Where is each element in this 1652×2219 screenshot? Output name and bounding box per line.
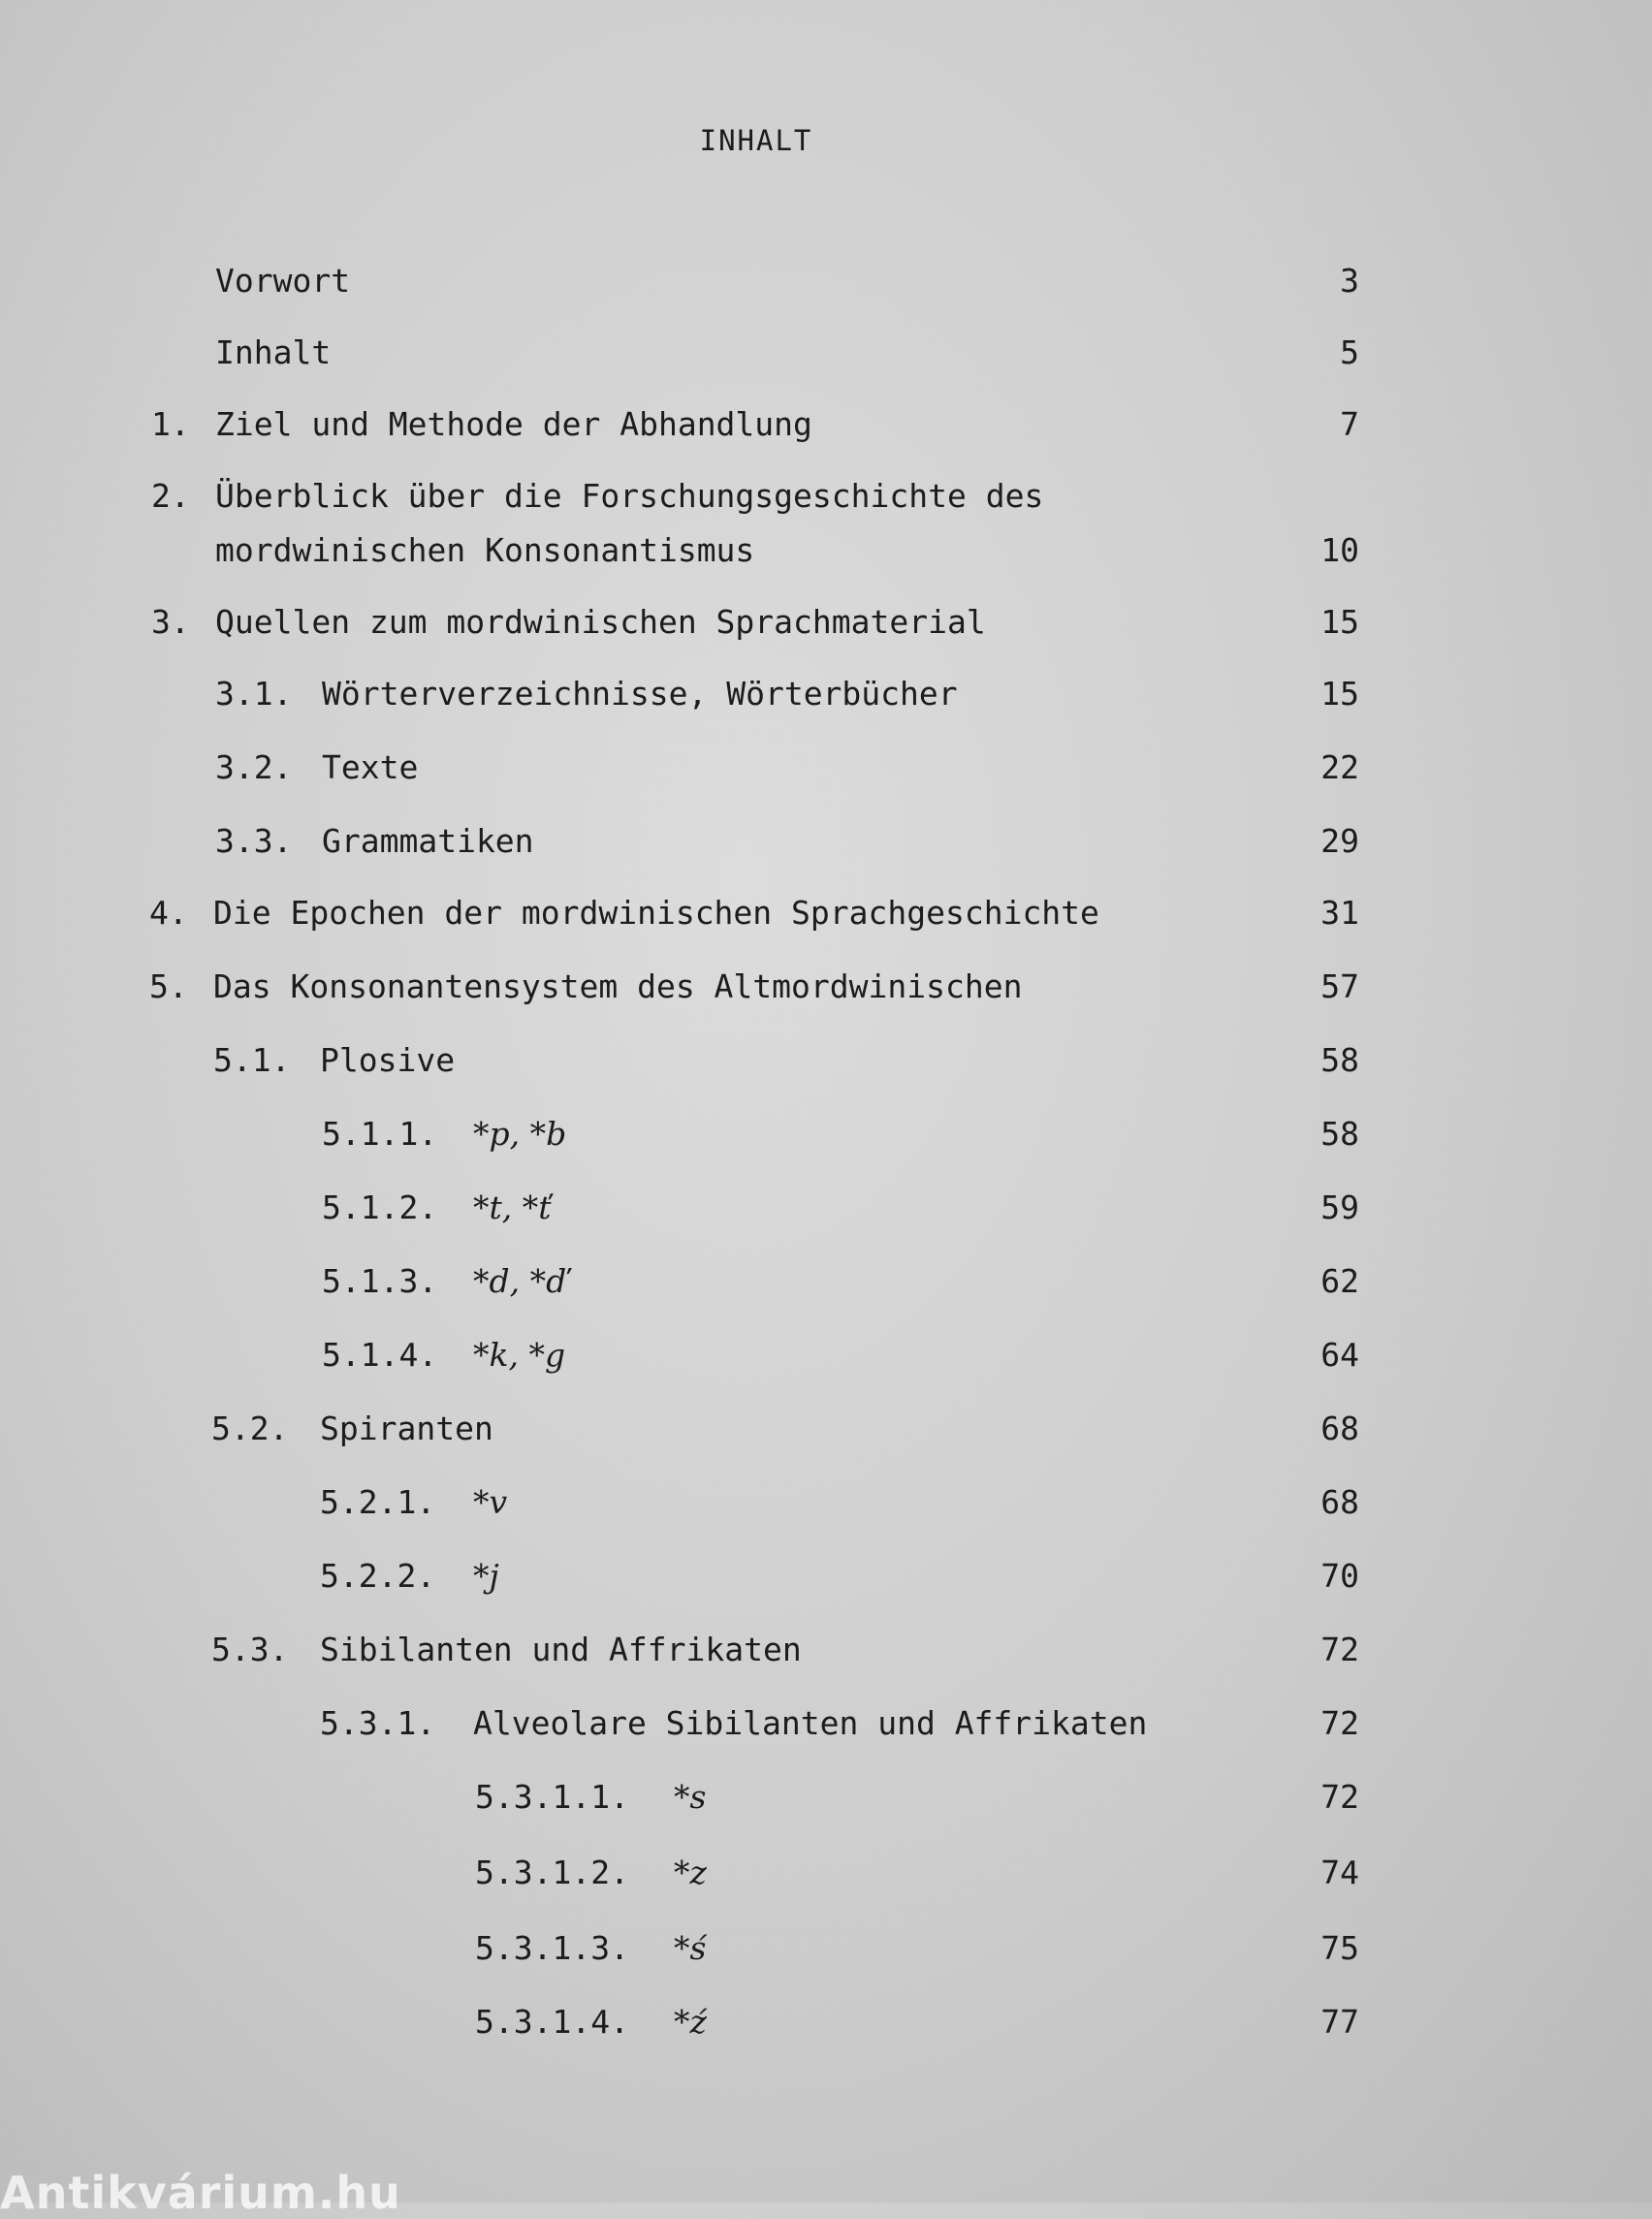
toc-entry-page: 10 [1320,531,1359,569]
toc-entry-text: Spiranten [320,1410,493,1447]
toc-entry [0,748,1652,807]
toc-entry [0,2003,1652,2061]
toc-entry-text: *ś [674,1929,707,1967]
toc-entry-number: 5.3.1.3. [475,1929,629,1967]
toc-entry [0,1778,1652,1836]
toc-entry-number: 5.2.1. [320,1483,436,1521]
toc-entry-page: 58 [1320,1115,1359,1153]
toc-entry-text-continued: mordwinischen Konsonantismus [215,531,755,569]
toc-entry-number: 5.3. [211,1631,289,1668]
toc-entry-page: 72 [1320,1704,1359,1742]
toc-entry-number: 5.1. [213,1041,291,1079]
toc-entry-number: 5.1.1. [322,1115,438,1153]
toc-entry-text: *t, *ť [473,1189,552,1226]
toc-entry-text: Die Epochen der mordwinischen Sprachgeschichte [213,894,1099,932]
toc-entry-text: Wörterverzeichnisse, Wörterbücher [322,675,958,713]
toc-entry-page: 3 [1340,262,1359,300]
toc-entry-page: 64 [1320,1336,1359,1374]
toc-entry-page: 15 [1320,603,1359,641]
toc-entry-text: Inhalt [215,333,332,371]
toc-entry [0,1631,1652,1689]
toc-entry-page: 70 [1320,1557,1359,1595]
toc-entry [0,405,1652,463]
toc-entry-text: Überblick über die Forschungsgeschichte des [215,477,1044,515]
toc-entry-text: *k, *g [473,1336,566,1374]
toc-entry-page: 5 [1340,333,1359,371]
toc-entry-number: 5.1.3. [322,1262,438,1300]
toc-entry [0,967,1652,1026]
toc-entry [0,477,1652,584]
toc-entry [0,894,1652,952]
toc-entry-text: *ź [674,2003,707,2041]
toc-entry-number: 5. [149,967,188,1005]
toc-entry [0,1262,1652,1320]
toc-entry-text: Grammatiken [322,822,534,860]
toc-entry [0,1854,1652,1912]
toc-entry-page: 62 [1320,1262,1359,1300]
toc-entry-page: 68 [1320,1410,1359,1447]
toc-entry [0,675,1652,733]
toc-entry-text: Texte [322,748,419,786]
toc-entry-page: 7 [1340,405,1359,443]
toc-entry-number: 2. [151,477,190,515]
toc-entry [0,333,1652,392]
toc-entry-number: 5.3.1.1. [475,1778,629,1816]
toc-entry-number: 5.2. [211,1410,289,1447]
toc-entry-page: 29 [1320,822,1359,860]
toc-entry-text: *z [674,1854,707,1891]
toc-entry-number: 3.2. [215,748,293,786]
toc-entry-text: *p, *b [473,1115,567,1153]
toc-entry-text: *d, *ď [473,1262,567,1300]
toc-entry-page: 77 [1320,2003,1359,2041]
toc-entry-text: Vorwort [215,262,351,300]
toc-entry-text: Sibilanten und Affrikaten [320,1631,802,1668]
toc-entry [0,262,1652,320]
toc-entry [0,1115,1652,1173]
toc-entry-number: 3. [151,603,190,641]
toc-entry-number: 3.1. [215,675,293,713]
toc-entry-page: 74 [1320,1854,1359,1891]
toc-entry-page: 31 [1320,894,1359,932]
toc-entry-page: 15 [1320,675,1359,713]
toc-entry-page: 22 [1320,748,1359,786]
toc-entry-page: 59 [1320,1189,1359,1226]
watermark: Antikvárium.hu [0,2167,401,2219]
toc-entry [0,603,1652,661]
toc-entry-text: Alveolare Sibilanten und Affrikaten [473,1704,1148,1742]
toc-entry-number: 4. [149,894,188,932]
toc-entry-text: *s [674,1778,707,1816]
toc-entry [0,1483,1652,1541]
toc-entry-page: 57 [1320,967,1359,1005]
toc-entry-number: 3.3. [215,822,293,860]
toc-entry-text: Quellen zum mordwinischen Sprachmaterial [215,603,986,641]
toc-entry-text: Plosive [320,1041,456,1079]
toc-entry [0,1929,1652,1987]
toc-entry-number: 5.3.1. [320,1704,436,1742]
toc-entry-page: 58 [1320,1041,1359,1079]
page-title: INHALT [699,124,813,157]
toc-entry [0,1189,1652,1247]
toc-entry [0,822,1652,880]
toc-entry-page: 72 [1320,1631,1359,1668]
toc-entry [0,1557,1652,1615]
toc-entry-text: *j [473,1557,499,1595]
toc-entry-text: *v [473,1483,508,1521]
toc-entry-page: 72 [1320,1778,1359,1816]
toc-entry [0,1410,1652,1468]
toc-entry-number: 5.3.1.2. [475,1854,629,1891]
toc-entry [0,1704,1652,1762]
toc-entry [0,1041,1652,1099]
toc-entry-number: 5.1.2. [322,1189,438,1226]
toc-entry-number: 5.2.2. [320,1557,436,1595]
toc-entry-number: 5.1.4. [322,1336,438,1374]
toc-entry-number: 1. [151,405,190,443]
toc-entry-page: 75 [1320,1929,1359,1967]
toc-entry-text: Ziel und Methode der Abhandlung [215,405,812,443]
toc-entry-page: 68 [1320,1483,1359,1521]
toc-entry-number: 5.3.1.4. [475,2003,629,2041]
toc-entry-text: Das Konsonantensystem des Altmordwinischen [213,967,1023,1005]
toc-entry [0,1336,1652,1394]
